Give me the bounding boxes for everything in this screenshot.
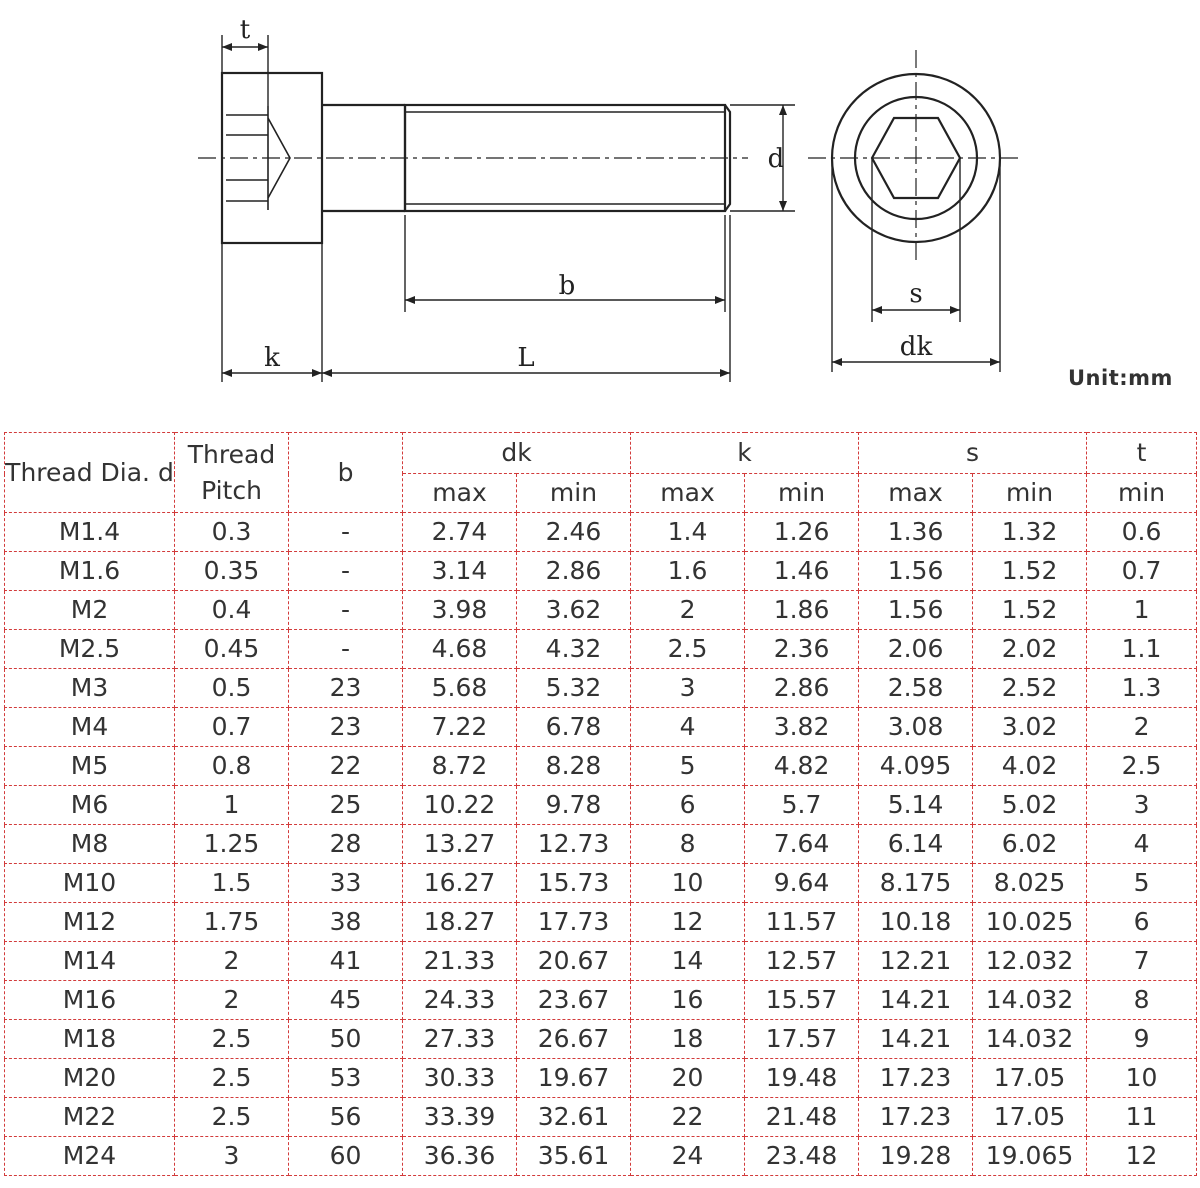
- cell-s-max: 14.21: [859, 981, 973, 1020]
- cell-s-min: 2.02: [973, 630, 1087, 669]
- table-row: [5, 903, 1197, 942]
- cell-thread-dia: M2: [5, 591, 175, 630]
- cell-b: 28: [289, 825, 403, 864]
- cell-k-min: 4.82: [745, 747, 859, 786]
- header-thread-pitch: Thread Pitch: [175, 433, 289, 513]
- cell-k-max: 8: [631, 825, 745, 864]
- cell-k-max: 24: [631, 1137, 745, 1176]
- cell-b: 41: [289, 942, 403, 981]
- dim-label-b: b: [558, 271, 576, 301]
- table-row: [5, 1098, 1197, 1137]
- table-row: [5, 786, 1197, 825]
- cell-dk-max: 3.14: [403, 552, 517, 591]
- cell-s-max: 17.23: [859, 1098, 973, 1137]
- cell-b: -: [289, 513, 403, 552]
- cell-dk-min: 8.28: [517, 747, 631, 786]
- table-row: [5, 747, 1197, 786]
- cell-dk-min: 23.67: [517, 981, 631, 1020]
- subheader-k-min: min: [745, 474, 859, 513]
- cell-dk-max: 4.68: [403, 630, 517, 669]
- cell-dk-max: 5.68: [403, 669, 517, 708]
- cell-dk-max: 21.33: [403, 942, 517, 981]
- cell-pitch: 0.3: [175, 513, 289, 552]
- cell-pitch: 1.25: [175, 825, 289, 864]
- table-row: [5, 825, 1197, 864]
- cell-k-max: 16: [631, 981, 745, 1020]
- header-s: s: [859, 433, 1087, 474]
- cell-dk-min: 2.86: [517, 552, 631, 591]
- cell-b: 33: [289, 864, 403, 903]
- dim-label-s: s: [909, 279, 923, 309]
- dimensions: [222, 35, 795, 382]
- table-row: [5, 864, 1197, 903]
- cell-dk-max: 10.22: [403, 786, 517, 825]
- table-row: [5, 630, 1197, 669]
- cell-t-min: 8: [1087, 981, 1197, 1020]
- cell-pitch: 3: [175, 1137, 289, 1176]
- subheader-k-max: max: [631, 474, 745, 513]
- table-header-row: [5, 433, 1197, 474]
- cell-s-max: 8.175: [859, 864, 973, 903]
- cell-k-max: 5: [631, 747, 745, 786]
- header-k: k: [631, 433, 859, 474]
- cell-dk-max: 7.22: [403, 708, 517, 747]
- cell-s-min: 14.032: [973, 981, 1087, 1020]
- cell-t-min: 12: [1087, 1137, 1197, 1176]
- cell-pitch: 2: [175, 942, 289, 981]
- header-dk: dk: [403, 433, 631, 474]
- cell-s-min: 19.065: [973, 1137, 1087, 1176]
- cell-b: 45: [289, 981, 403, 1020]
- cell-k-min: 23.48: [745, 1137, 859, 1176]
- cell-b: 23: [289, 669, 403, 708]
- cell-pitch: 0.45: [175, 630, 289, 669]
- cell-thread-dia: M12: [5, 903, 175, 942]
- cell-s-max: 4.095: [859, 747, 973, 786]
- top-view: [808, 50, 1020, 262]
- cell-thread-dia: M16: [5, 981, 175, 1020]
- cell-k-max: 10: [631, 864, 745, 903]
- table-row: [5, 942, 1197, 981]
- cell-thread-dia: M18: [5, 1020, 175, 1059]
- cell-k-max: 20: [631, 1059, 745, 1098]
- cell-dk-min: 9.78: [517, 786, 631, 825]
- subheader-dk-max: max: [403, 474, 517, 513]
- cell-pitch: 2.5: [175, 1059, 289, 1098]
- cell-b: 60: [289, 1137, 403, 1176]
- cell-b: 56: [289, 1098, 403, 1137]
- cell-dk-min: 19.67: [517, 1059, 631, 1098]
- table-row: [5, 552, 1197, 591]
- cell-k-max: 4: [631, 708, 745, 747]
- cell-dk-min: 32.61: [517, 1098, 631, 1137]
- header-thread-dia: Thread Dia. d: [5, 433, 175, 513]
- cell-dk-min: 4.32: [517, 630, 631, 669]
- cell-pitch: 2.5: [175, 1020, 289, 1059]
- cell-t-min: 6: [1087, 903, 1197, 942]
- cell-t-min: 11: [1087, 1098, 1197, 1137]
- cell-k-min: 1.86: [745, 591, 859, 630]
- cell-dk-max: 18.27: [403, 903, 517, 942]
- table-row: [5, 591, 1197, 630]
- cell-thread-dia: M2.5: [5, 630, 175, 669]
- unit-label: Unit:mm: [1068, 366, 1173, 390]
- cell-pitch: 0.7: [175, 708, 289, 747]
- cell-pitch: 1: [175, 786, 289, 825]
- cell-k-max: 12: [631, 903, 745, 942]
- cell-k-min: 5.7: [745, 786, 859, 825]
- cell-s-max: 2.58: [859, 669, 973, 708]
- cell-pitch: 1.5: [175, 864, 289, 903]
- cell-s-max: 5.14: [859, 786, 973, 825]
- cell-b: -: [289, 630, 403, 669]
- cell-s-min: 4.02: [973, 747, 1087, 786]
- cell-k-max: 14: [631, 942, 745, 981]
- cell-k-max: 3: [631, 669, 745, 708]
- table-row: [5, 669, 1197, 708]
- cell-k-min: 11.57: [745, 903, 859, 942]
- cell-t-min: 9: [1087, 1020, 1197, 1059]
- cell-t-min: 7: [1087, 942, 1197, 981]
- cell-dk-min: 26.67: [517, 1020, 631, 1059]
- cell-pitch: 2.5: [175, 1098, 289, 1137]
- table-row: [5, 708, 1197, 747]
- cell-k-max: 1.6: [631, 552, 745, 591]
- cell-s-min: 17.05: [973, 1098, 1087, 1137]
- cell-thread-dia: M10: [5, 864, 175, 903]
- subheader-t-min: min: [1087, 474, 1197, 513]
- cell-thread-dia: M20: [5, 1059, 175, 1098]
- cell-s-max: 12.21: [859, 942, 973, 981]
- cell-s-max: 19.28: [859, 1137, 973, 1176]
- cell-thread-dia: M1.6: [5, 552, 175, 591]
- cell-b: 25: [289, 786, 403, 825]
- header-b: b: [289, 433, 403, 513]
- cell-s-min: 1.52: [973, 552, 1087, 591]
- cell-pitch: 2: [175, 981, 289, 1020]
- table-row: [5, 981, 1197, 1020]
- cell-k-min: 1.46: [745, 552, 859, 591]
- cell-b: 50: [289, 1020, 403, 1059]
- cell-s-max: 17.23: [859, 1059, 973, 1098]
- cell-k-min: 21.48: [745, 1098, 859, 1137]
- cell-t-min: 4: [1087, 825, 1197, 864]
- side-view: [198, 73, 748, 243]
- cell-pitch: 0.4: [175, 591, 289, 630]
- cell-thread-dia: M14: [5, 942, 175, 981]
- cell-dk-min: 15.73: [517, 864, 631, 903]
- cell-s-min: 6.02: [973, 825, 1087, 864]
- cell-k-max: 2.5: [631, 630, 745, 669]
- cell-k-min: 1.26: [745, 513, 859, 552]
- cell-b: 22: [289, 747, 403, 786]
- cell-k-min: 2.36: [745, 630, 859, 669]
- cell-s-min: 10.025: [973, 903, 1087, 942]
- cell-s-max: 1.56: [859, 552, 973, 591]
- cell-s-min: 1.32: [973, 513, 1087, 552]
- cell-b: -: [289, 552, 403, 591]
- cell-s-min: 12.032: [973, 942, 1087, 981]
- cell-s-min: 8.025: [973, 864, 1087, 903]
- table-row: [5, 1137, 1197, 1176]
- cell-thread-dia: M5: [5, 747, 175, 786]
- cell-s-max: 10.18: [859, 903, 973, 942]
- dim-label-t: t: [239, 15, 251, 45]
- cell-dk-max: 13.27: [403, 825, 517, 864]
- cell-k-min: 3.82: [745, 708, 859, 747]
- cell-dk-min: 12.73: [517, 825, 631, 864]
- cell-s-max: 1.36: [859, 513, 973, 552]
- cell-dk-max: 27.33: [403, 1020, 517, 1059]
- dim-label-k: k: [264, 343, 280, 373]
- cell-dk-max: 33.39: [403, 1098, 517, 1137]
- cell-t-min: 1.3: [1087, 669, 1197, 708]
- cell-t-min: 1: [1087, 591, 1197, 630]
- cell-k-max: 22: [631, 1098, 745, 1137]
- cell-k-max: 1.4: [631, 513, 745, 552]
- dimension-table: [4, 432, 1197, 1176]
- cell-pitch: 1.75: [175, 903, 289, 942]
- cell-k-max: 6: [631, 786, 745, 825]
- cell-k-min: 2.86: [745, 669, 859, 708]
- cell-k-max: 2: [631, 591, 745, 630]
- header-t: t: [1087, 433, 1197, 474]
- cell-b: 38: [289, 903, 403, 942]
- cell-b: -: [289, 591, 403, 630]
- cell-s-max: 6.14: [859, 825, 973, 864]
- cell-s-min: 17.05: [973, 1059, 1087, 1098]
- cell-t-min: 3: [1087, 786, 1197, 825]
- cell-pitch: 0.8: [175, 747, 289, 786]
- cell-t-min: 2.5: [1087, 747, 1197, 786]
- subheader-s-min: min: [973, 474, 1087, 513]
- screw-drawing: [0, 0, 1200, 420]
- cell-k-min: 15.57: [745, 981, 859, 1020]
- cell-k-min: 17.57: [745, 1020, 859, 1059]
- cell-b: 53: [289, 1059, 403, 1098]
- cell-t-min: 0.7: [1087, 552, 1197, 591]
- table-row: [5, 1020, 1197, 1059]
- cell-k-min: 12.57: [745, 942, 859, 981]
- cell-thread-dia: M4: [5, 708, 175, 747]
- cell-s-min: 14.032: [973, 1020, 1087, 1059]
- subheader-dk-min: min: [517, 474, 631, 513]
- cell-dk-max: 36.36: [403, 1137, 517, 1176]
- cell-t-min: 1.1: [1087, 630, 1197, 669]
- cell-thread-dia: M24: [5, 1137, 175, 1176]
- cell-dk-max: 30.33: [403, 1059, 517, 1098]
- cell-s-max: 3.08: [859, 708, 973, 747]
- cell-dk-max: 2.74: [403, 513, 517, 552]
- cell-dk-min: 2.46: [517, 513, 631, 552]
- cell-k-min: 9.64: [745, 864, 859, 903]
- dim-label-d: d: [767, 144, 785, 174]
- cell-pitch: 0.5: [175, 669, 289, 708]
- dim-label-L: L: [517, 343, 535, 373]
- table-row: [5, 1059, 1197, 1098]
- cell-s-max: 14.21: [859, 1020, 973, 1059]
- cell-thread-dia: M8: [5, 825, 175, 864]
- cell-s-min: 2.52: [973, 669, 1087, 708]
- cell-s-max: 2.06: [859, 630, 973, 669]
- cell-k-min: 19.48: [745, 1059, 859, 1098]
- cell-t-min: 10: [1087, 1059, 1197, 1098]
- cell-k-min: 7.64: [745, 825, 859, 864]
- cell-dk-min: 3.62: [517, 591, 631, 630]
- cell-dk-min: 6.78: [517, 708, 631, 747]
- cell-dk-min: 20.67: [517, 942, 631, 981]
- cell-s-min: 3.02: [973, 708, 1087, 747]
- cell-dk-max: 3.98: [403, 591, 517, 630]
- dim-label-dk: dk: [899, 332, 933, 362]
- cell-t-min: 0.6: [1087, 513, 1197, 552]
- cell-k-max: 18: [631, 1020, 745, 1059]
- cell-dk-min: 35.61: [517, 1137, 631, 1176]
- cell-t-min: 5: [1087, 864, 1197, 903]
- table-row: [5, 513, 1197, 552]
- cell-dk-max: 16.27: [403, 864, 517, 903]
- cell-s-min: 1.52: [973, 591, 1087, 630]
- cell-dk-max: 8.72: [403, 747, 517, 786]
- cell-pitch: 0.35: [175, 552, 289, 591]
- cell-thread-dia: M3: [5, 669, 175, 708]
- cell-dk-max: 24.33: [403, 981, 517, 1020]
- cell-thread-dia: M1.4: [5, 513, 175, 552]
- cell-thread-dia: M6: [5, 786, 175, 825]
- table-body: [5, 513, 1197, 1176]
- cell-s-max: 1.56: [859, 591, 973, 630]
- subheader-s-max: max: [859, 474, 973, 513]
- cell-t-min: 2: [1087, 708, 1197, 747]
- cell-b: 23: [289, 708, 403, 747]
- cell-dk-min: 5.32: [517, 669, 631, 708]
- cell-thread-dia: M22: [5, 1098, 175, 1137]
- cell-dk-min: 17.73: [517, 903, 631, 942]
- cell-s-min: 5.02: [973, 786, 1087, 825]
